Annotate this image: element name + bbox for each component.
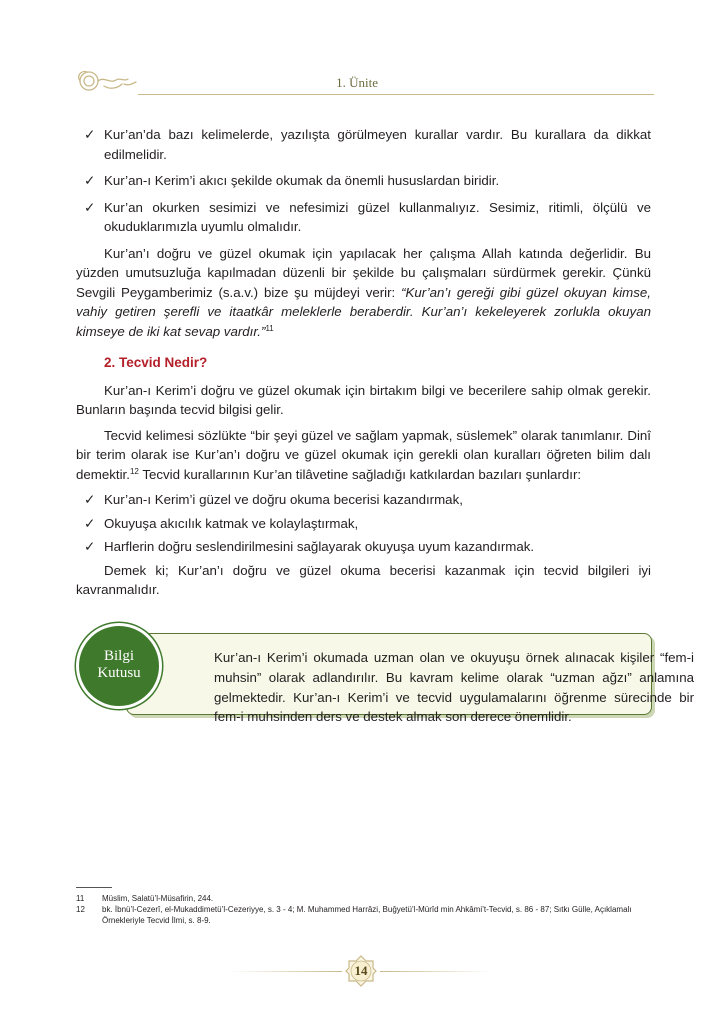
- header-rule: [138, 94, 654, 95]
- check-icon: ✓: [84, 173, 96, 188]
- info-box-text: Kur’an-ı Kerim’i okumada uzman olan ve okuyuşu örnek alınacak kişiler “fem-i muhsin” olarak adlandırılır. Bu kavram kelime olarak “uzman ağzı” anlamına gelmektedir. Kur’an-ı Kerim’i ve tecvid uygulamalarını öğrenme sürecinde bir fem-i muhsinden ders ve destek almak son derece önemlidir.: [214, 650, 694, 725]
- ornament-icon: [74, 66, 140, 96]
- footnotes: [76, 893, 656, 926]
- badge-line-1: Bilgi: [103, 648, 134, 664]
- footer-rule-right: [380, 971, 492, 972]
- unit-label: 1. Ünite: [336, 75, 378, 90]
- list-item: ✓ Okuyuşa akıcılık katmak ve kolaylaştırmak,: [76, 514, 651, 534]
- footnote-number: 11: [76, 894, 85, 903]
- paragraph-hadith: Kur’an’ı doğru ve güzel okumak için yapılacak her çalışma Allah katında değerlidir. Bu yüzden umutsuzluğa kapılmadan düzenli bir şekilde bu çalışmaları sürdürmek gerekir. Çünkü Sevgili Peygamberimiz (s.a.v.) bize şu müjdeyi verir: “Kur’an’ı gereği gibi güzel okuyan kimse, vahiy getiren şerefli ve itaatkâr meleklerle beraberdir. Kur’an’ı kekeleyerek zorlukla okuyan kimseye de iki kat sevap vardır.”$^{11}$: [76, 245, 651, 339]
- page-header: [74, 66, 654, 96]
- check-icon: ✓: [84, 199, 96, 215]
- hadith-quote: “Kur’an’ı gereği gibi güzel okuyan kimse, vahiy getiren şerefli ve itaatkâr meleklerle beraberdir. Kur’an’ı kekeleyerek zorlukla okuyan kimseye de iki kat sevap vardır.”: [76, 284, 651, 339]
- intro-list: [76, 125, 651, 237]
- list-item: ✓ Kur’an-ı Kerim’i güzel ve doğru okuma becerisi kazandırmak,: [76, 490, 651, 510]
- contribution-list: [76, 490, 651, 557]
- paragraph-conclusion: Demek ki; Kur’an’ı doğru ve güzel okuma becerisi kazanmak için tecvid bilgileri iyi kavranmalıdır.: [76, 562, 651, 597]
- page-number: 14: [345, 955, 377, 987]
- footnote-ref: 11: [265, 323, 274, 333]
- list-item: ✓ Kur’an-ı Kerim’i akıcı şekilde okumak da önemli hususlardan biridir.: [76, 171, 651, 191]
- footnote-number: 12: [76, 905, 85, 914]
- main-content: [76, 125, 651, 606]
- footnote-ref: 12: [129, 466, 139, 476]
- check-icon: ✓: [84, 515, 96, 531]
- section-title: 2. Tecvid Nedir?: [104, 355, 208, 370]
- info-badge: [76, 623, 162, 709]
- footnote-rule: [76, 887, 112, 888]
- footnote: 12 bk. İbnü’l-Cezerî, el-Mukaddimetü’l-Cezeriyye, s. 3 - 4; M. Muhammed Harrâzi, Buğyetü’l-Mürîd min Ahkâmi’t-Tecvid, s. 86 - 87; Sıtkı Gülle, Açıklamalı Örnekleriyle Tecvid İlmi, s. 8-9.: [76, 905, 632, 925]
- list-item: ✓ Kur’an okurken sesimizi ve nefesimizi güzel kullanmalıyız. Sesimiz, ritimli, ölçülü ve okuduklarımızla uyumlu olmalıdır.: [84, 199, 651, 234]
- list-item: ✓ Kur’an’da bazı kelimelerde, yazılışta görülmeyen kurallar vardır. Bu kurallara da dikkat edilmelidir.: [84, 127, 651, 162]
- list-item: ✓ Harflerin doğru seslendirilmesini sağlayarak okuyuşa uyum kazandırmak.: [76, 537, 651, 557]
- check-icon: ✓: [84, 127, 96, 142]
- footer-rule-left: [230, 971, 342, 972]
- paragraph-definition: Tecvid kelimesi sözlükte “bir şeyi güzel ve sağlam yapmak, süslemek” olarak tanımlanır. Dinî bir terim olarak ise Kur’an’ı doğru ve güzel okumak için gerekli olan kuralları öğreten bilim dalı demektir.$^{12}$ Tecvid kurallarının Kur’an tilâvetine sağladığı katkılardan bazıları şunlardır:: [76, 427, 651, 482]
- paragraph: Kur’an-ı Kerim’i doğru ve güzel okumak için birtakım bilgi ve becerilere sahip olmak gerekir. Bunların başında tecvid bilgisi gelir.: [76, 382, 651, 417]
- check-icon: ✓: [84, 492, 96, 507]
- check-icon: ✓: [84, 539, 96, 554]
- page-footer: [0, 945, 726, 997]
- badge-line-2: Kutusu: [97, 665, 141, 681]
- footnote: 11 Müslim, Salatü’l-Müsafirin, 244.: [76, 894, 214, 903]
- info-box-panel: [126, 633, 694, 725]
- info-box: [76, 623, 694, 725]
